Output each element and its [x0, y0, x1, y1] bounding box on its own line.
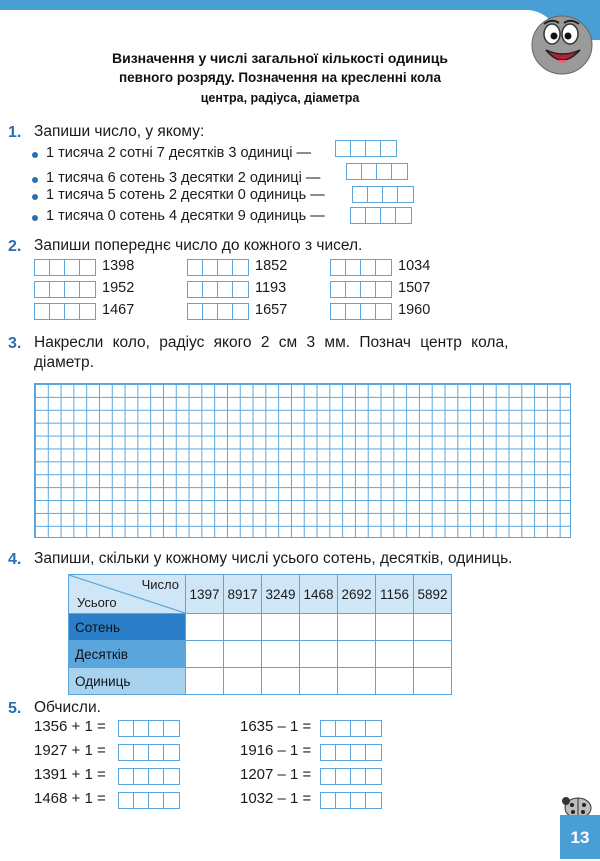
- column-header: 8917: [224, 575, 262, 614]
- equation-left-1: 1356 + 1 =: [34, 718, 106, 735]
- answer-cell[interactable]: [376, 668, 414, 695]
- corner-label-number: Число: [141, 577, 179, 592]
- task5-number: 5.: [8, 700, 22, 717]
- task1-number: 1.: [8, 124, 22, 141]
- task4-number: 4.: [8, 551, 22, 568]
- answer-boxes[interactable]: [118, 720, 180, 737]
- answer-cell[interactable]: [262, 614, 300, 641]
- answer-cell[interactable]: [376, 641, 414, 668]
- answer-cell[interactable]: [224, 641, 262, 668]
- answer-cell[interactable]: [186, 668, 224, 695]
- equation-right-3: 1207 – 1 =: [240, 766, 312, 783]
- answer-boxes[interactable]: [118, 768, 180, 785]
- answer-cell[interactable]: [338, 668, 376, 695]
- answer-boxes[interactable]: [118, 792, 180, 809]
- answer-cell[interactable]: [414, 641, 452, 668]
- task2-number-4: 1952: [102, 280, 135, 296]
- task3-number: 3.: [8, 335, 22, 352]
- answer-boxes[interactable]: [330, 303, 392, 320]
- equation-right-1: 1635 – 1 =: [240, 718, 312, 735]
- digits-table: [68, 574, 452, 695]
- answer-cell[interactable]: [300, 668, 338, 695]
- answer-boxes[interactable]: [330, 259, 392, 276]
- task2-number-8: 1657: [255, 302, 288, 318]
- answer-boxes[interactable]: [320, 720, 382, 737]
- task1-item-2: 1 тисяча 6 сотень 3 десятки 2 одиниці —: [46, 170, 321, 186]
- page-title: [60, 48, 500, 108]
- answer-boxes[interactable]: [187, 281, 249, 298]
- task3-prompt: Накресли коло, радіус якого 2 см 3 мм. Познач центр кола,: [34, 334, 509, 351]
- task2-prompt: Запиши попереднє число до кожного з чисел.: [34, 237, 363, 254]
- answer-boxes[interactable]: [187, 303, 249, 320]
- column-header: 2692: [338, 575, 376, 614]
- answer-boxes[interactable]: [335, 140, 397, 157]
- task4-prompt: Запиши, скільки у кожному числі усього сотень, десятків, одиниць.: [34, 550, 513, 567]
- bullet-icon: [32, 177, 38, 183]
- answer-boxes[interactable]: [187, 259, 249, 276]
- answer-boxes[interactable]: [346, 163, 408, 180]
- task2-number-3: 1034: [398, 258, 431, 274]
- row-label-units: Одиниць: [69, 668, 186, 695]
- corner-label-total: Усього: [77, 595, 117, 610]
- answer-cell[interactable]: [186, 641, 224, 668]
- task1-prompt: Запиши число, у якому:: [34, 123, 205, 140]
- equation-right-4: 1032 – 1 =: [240, 790, 312, 807]
- title-line-2: певного розряду. Позначення на кресленні кола: [119, 70, 441, 85]
- bullet-icon: [32, 215, 38, 221]
- answer-cell[interactable]: [300, 641, 338, 668]
- answer-cell[interactable]: [224, 668, 262, 695]
- answer-boxes[interactable]: [352, 186, 414, 203]
- bullet-icon: [32, 152, 38, 158]
- answer-boxes[interactable]: [34, 281, 96, 298]
- answer-cell[interactable]: [224, 614, 262, 641]
- table-row: [69, 614, 452, 641]
- answer-boxes[interactable]: [320, 768, 382, 785]
- column-header: 1397: [186, 575, 224, 614]
- task2-number: 2.: [8, 238, 22, 255]
- answer-cell[interactable]: [262, 668, 300, 695]
- table-row: [69, 668, 452, 695]
- task1-item-3: 1 тисяча 5 сотень 2 десятки 0 одиниць —: [46, 187, 325, 203]
- task1-item-1: 1 тисяча 2 сотні 7 десятків 3 одиниці —: [46, 145, 311, 161]
- answer-boxes[interactable]: [34, 259, 96, 276]
- column-header: 1468: [300, 575, 338, 614]
- answer-boxes[interactable]: [330, 281, 392, 298]
- answer-cell[interactable]: [414, 614, 452, 641]
- title-line-1: Визначення у числі загальної кількості одиниць: [112, 50, 448, 66]
- answer-cell[interactable]: [186, 614, 224, 641]
- equation-left-3: 1391 + 1 =: [34, 766, 106, 783]
- answer-cell[interactable]: [414, 668, 452, 695]
- answer-boxes[interactable]: [350, 207, 412, 224]
- answer-cell[interactable]: [338, 641, 376, 668]
- task2-number-9: 1960: [398, 302, 431, 318]
- answer-boxes[interactable]: [34, 303, 96, 320]
- task3-prompt-cont: діаметр.: [34, 354, 94, 371]
- equation-left-4: 1468 + 1 =: [34, 790, 106, 807]
- answer-cell[interactable]: [376, 614, 414, 641]
- task5-prompt: Обчисли.: [34, 699, 101, 716]
- column-header: 1156: [376, 575, 414, 614]
- title-line-3: центра, радіуса, діаметра: [200, 91, 360, 105]
- task2-number-2: 1852: [255, 258, 288, 274]
- row-label-hundreds: Сотень: [69, 614, 186, 641]
- task1-item-4: 1 тисяча 0 сотень 4 десятки 9 одиниць —: [46, 208, 325, 224]
- bullet-icon: [32, 194, 38, 200]
- task2-number-6: 1507: [398, 280, 431, 296]
- page-number: 13: [560, 815, 600, 859]
- table-corner-cell: [69, 575, 186, 614]
- answer-cell[interactable]: [300, 614, 338, 641]
- equation-right-2: 1916 – 1 =: [240, 742, 312, 759]
- drawing-grid[interactable]: [34, 383, 571, 538]
- row-label-tens: Десятків: [69, 641, 186, 668]
- answer-boxes[interactable]: [320, 792, 382, 809]
- task2-number-1: 1398: [102, 258, 135, 274]
- task2-number-5: 1193: [255, 280, 287, 296]
- smiley-face-icon: [530, 14, 594, 76]
- answer-boxes[interactable]: [118, 744, 180, 761]
- task2-number-7: 1467: [102, 302, 135, 318]
- column-header: 3249: [262, 575, 300, 614]
- equation-left-2: 1927 + 1 =: [34, 742, 106, 759]
- table-row: [69, 641, 452, 668]
- answer-cell[interactable]: [338, 614, 376, 641]
- answer-boxes[interactable]: [320, 744, 382, 761]
- column-header: 5892: [414, 575, 452, 614]
- answer-cell[interactable]: [262, 641, 300, 668]
